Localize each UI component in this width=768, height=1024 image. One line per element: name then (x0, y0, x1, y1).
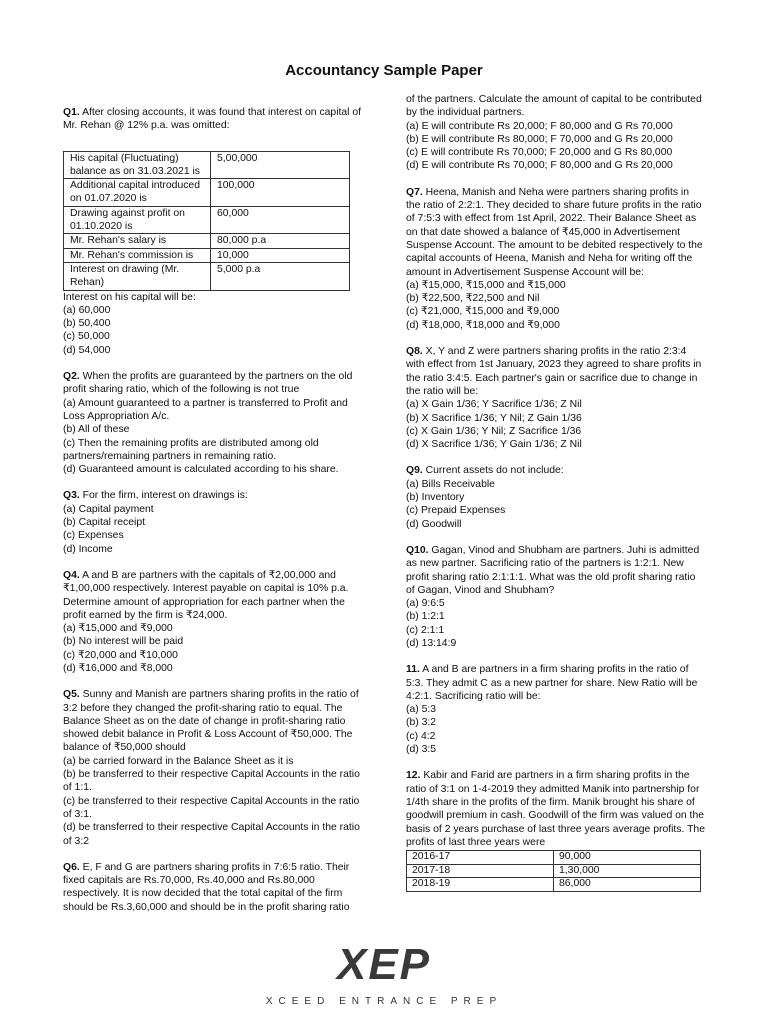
table-cell: 2017-18 (407, 864, 554, 878)
option-d: (d) ₹18,000, ₹18,000 and ₹9,000 (406, 319, 560, 331)
option-d: (d) Goodwill (406, 518, 462, 530)
question-2 (63, 370, 363, 476)
question-text: Heena, Manish and Neha were partners sharing profits in the ratio of 2:2:1. They decided to share future profits in the ratio of 7:5:3 with effect from 1st April, 2022. Their Balance Sheet as on that date showed a balance of ₹45,000 in Advertisement Suspense Account. The amount to be debited respectively to the capital accounts of Heena, Manish and Neha for writing off the amount in Advertisement Suspense Account will be: (406, 186, 703, 278)
question-number: Q7. (406, 186, 423, 198)
option-b: (b) No interest will be paid (63, 636, 184, 648)
option-d: (d) Guaranteed amount is calculated according to his share. (63, 464, 339, 476)
option-d: (d) 3:5 (406, 744, 437, 756)
option-a: (a) Capital payment (63, 503, 154, 515)
option-b: (b) 1:2:1 (406, 611, 445, 623)
question-number: Q4. (63, 569, 80, 581)
option-d: (d) 54,000 (63, 344, 111, 356)
table-row (407, 864, 701, 878)
question-text: A and B are partners in a firm sharing profits in the ratio of 5:3. They admit C as a new partner for share. New Ratio will be 4:2:1. Sacrificing ratio will be: (406, 664, 698, 702)
question-number: Q1. (63, 107, 80, 118)
option-c: (c) E will contribute Rs 70,000; F 20,000 and G Rs 80,000 (406, 147, 673, 159)
question-number: Q2. (63, 371, 80, 383)
option-b: (b) 50,400 (63, 318, 111, 330)
question-text: Kabir and Farid are partners in a firm sharing profits in the ratio of 3:1 on 1-4-2019 they admitted Manik into partnership for 1/4th share in the profits of the firm. Manik brought his share of goodwill premium in cash. Goodwill of the firm was valued on the basis of 2 years purchase of last three years average profits. The profits of last three years were (406, 770, 705, 848)
question-3 (63, 489, 363, 555)
option-c: (c) 2:1:1 (406, 624, 445, 636)
question-6 (63, 861, 363, 914)
logo-tagline: XCEED ENTRANCE PREP (265, 996, 503, 1007)
table-cell: Mr. Rehan's commission is (64, 248, 211, 262)
table-cell: 5,000 p.a (211, 262, 350, 290)
question-7 (406, 186, 706, 332)
option-a: (a) be carried forward in the Balance Sheet as it is (63, 755, 294, 767)
table-cell: Drawing against profit on 01.10.2020 is (64, 206, 211, 234)
table-row (407, 851, 701, 865)
table-cell: 2016-17 (407, 851, 554, 865)
option-a: (a) Amount guaranteed to a partner is transferred to Profit and Loss Appropriation A/c. (63, 397, 348, 422)
question-1 (63, 106, 363, 357)
option-c: (c) 4:2 (406, 730, 436, 742)
table-row (64, 262, 350, 290)
table-cell: 100,000 (211, 179, 350, 207)
option-d: (d) X Sacrifice 1/36; Y Gain 1/36; Z Nil (406, 439, 582, 451)
question-text: For the firm, interest on drawings is: (82, 490, 248, 502)
question-11 (406, 663, 706, 756)
question-12 (406, 769, 706, 891)
question-text: Gagan, Vinod and Shubham are partners. Juhi is admitted as new partner. Sacrificing ratio of the partners is 1:2:1. New profit sharing ratio 2:1:1:1. What was the old profit sharing ratio of Gagan, Vinod and Shubham? (406, 544, 700, 596)
table-cell: Interest on drawing (Mr. Rehan) (64, 262, 211, 290)
table-cell: 60,000 (211, 206, 350, 234)
option-c: (c) Expenses (63, 530, 124, 542)
right-column (406, 93, 706, 905)
table-cell: 1,30,000 (554, 864, 701, 878)
question-number: Q10. (406, 544, 429, 556)
option-c: (c) Prepaid Expenses (406, 505, 506, 517)
question-text: E, F and G are partners sharing profits in 7:6:5 ratio. Their fixed capitals are Rs.70,000, Rs.40,000 and Rs.80,000 respectively. It is now decided that the total capital of the firm should be Rs.3,60,000 and should be in the profit sharing ratio (63, 861, 350, 913)
option-a: (a) X Gain 1/36; Y Sacrifice 1/36; Z Nil (406, 399, 582, 411)
table-cell: 86,000 (554, 878, 701, 892)
question-number: 11. (406, 664, 420, 676)
option-d: (d) ₹16,000 and ₹8,000 (63, 662, 173, 674)
option-a: (a) 5:3 (406, 704, 437, 716)
question-text: of the partners. Calculate the amount of capital to be contributed by the individual partners. (406, 94, 702, 119)
left-column (63, 106, 363, 927)
table-row (407, 878, 701, 892)
question-text: Interest on his capital will be: (63, 291, 196, 303)
option-d: (d) 13:14:9 (406, 637, 457, 649)
option-d: (d) Income (63, 543, 113, 555)
option-b: (b) All of these (63, 424, 130, 436)
question-text: X, Y and Z were partners sharing profits in the ratio 2:3:4 with effect from 1st January, 2023 they agreed to share profits in the ratio 3:4:5. Each partner's gain or sacrifice due to change in the ratio will be: (406, 346, 702, 397)
option-b: (b) be transferred to their respective Capital Accounts in the ratio of 1:1. (63, 769, 360, 794)
option-c: (c) ₹20,000 and ₹10,000 (63, 649, 178, 661)
question-number: Q8. (406, 346, 423, 358)
table-row (64, 179, 350, 207)
option-b: (b) Capital receipt (63, 517, 146, 529)
option-a: (a) Bills Receivable (406, 478, 495, 490)
question-number: 12. (406, 770, 421, 782)
table-cell: 80,000 p.a (211, 234, 350, 248)
table-cell: Additional capital introduced on 01.07.2020 is (64, 179, 211, 207)
option-c: (c) X Gain 1/36; Y Nil; Z Sacrifice 1/36 (406, 425, 582, 437)
table-cell: His capital (Fluctuating) balance as on 31.03.2021 is (64, 151, 211, 179)
option-a: (a) 60,000 (63, 304, 111, 316)
option-a: (a) 9:6:5 (406, 598, 445, 610)
question-text: After closing accounts, it was found that interest on capital of Mr. Rehan @ 12% p.a. was omitted: (63, 107, 362, 132)
question-text: Sunny and Manish are partners sharing profits in the ratio of 3:2 before they changed the profit-sharing ratio to equal. The Balance Sheet as on the date of change in profit-sharing ratio showed debit balance in Profit & Loss Account of ₹50,000. The balance of ₹50,000 should (63, 689, 359, 754)
option-d: (d) E will contribute Rs 70,000; F 80,000 and G Rs 20,000 (406, 160, 673, 172)
table-cell: 2018-19 (407, 878, 554, 892)
table-row (64, 206, 350, 234)
question-number: Q9. (406, 465, 423, 477)
question-6-continued (406, 93, 706, 173)
option-c: (c) 50,000 (63, 331, 110, 343)
question-8 (406, 345, 706, 451)
profits-table (406, 850, 701, 892)
question-number: Q6. (63, 861, 80, 873)
option-b: (b) X Sacrifice 1/36; Y Nil; Z Gain 1/36 (406, 412, 582, 424)
question-number: Q5. (63, 689, 80, 701)
option-c: (c) ₹21,000, ₹15,000 and ₹9,000 (406, 306, 560, 318)
question-4 (63, 569, 363, 675)
question-5 (63, 688, 363, 848)
option-a: (a) ₹15,000, ₹15,000 and ₹15,000 (406, 279, 566, 291)
table-cell: 5,00,000 (211, 151, 350, 179)
option-b: (b) 3:2 (406, 717, 437, 729)
question-9 (406, 464, 706, 530)
option-a: (a) ₹15,000 and ₹9,000 (63, 623, 173, 635)
question-text: A and B are partners with the capitals of ₹2,00,000 and ₹1,00,000 respectively. Interest payable on capital is 10% p.a. Determine amount of appropriation for each partner when the profit earned by the firm is ₹24,000. (63, 569, 349, 621)
question-text: Current assets do not include: (425, 465, 564, 477)
table-row (64, 234, 350, 248)
table-cell: 10,000 (211, 248, 350, 262)
option-d: (d) be transferred to their respective Capital Accounts in the ratio of 3:2 (63, 822, 360, 847)
question-number: Q3. (63, 490, 80, 502)
capital-table (63, 151, 350, 291)
option-b: (b) Inventory (406, 492, 465, 504)
question-text: When the profits are guaranteed by the partners on the old profit sharing ratio, which of the following is not true (63, 371, 353, 396)
table-row (64, 151, 350, 179)
table-cell: Mr. Rehan's salary is (64, 234, 211, 248)
option-c: (c) be transferred to their respective Capital Accounts in the ratio of 3:1. (63, 795, 360, 820)
page-title: Accountancy Sample Paper (285, 62, 483, 79)
table-row (64, 248, 350, 262)
table-cell: 90,000 (554, 851, 701, 865)
question-10 (406, 544, 706, 650)
xep-logo (0, 940, 768, 1007)
option-c: (c) Then the remaining profits are distributed among old partners/remaining partners in remaining ratio. (63, 437, 319, 462)
option-b: (b) E will contribute Rs 80,000; F 70,000 and G Rs 20,000 (406, 133, 673, 145)
logo-mark: XEP (336, 940, 432, 989)
option-a: (a) E will contribute Rs 20,000; F 80,000 and G Rs 70,000 (406, 120, 673, 132)
option-b: (b) ₹22,500, ₹22,500 and Nil (406, 293, 540, 305)
